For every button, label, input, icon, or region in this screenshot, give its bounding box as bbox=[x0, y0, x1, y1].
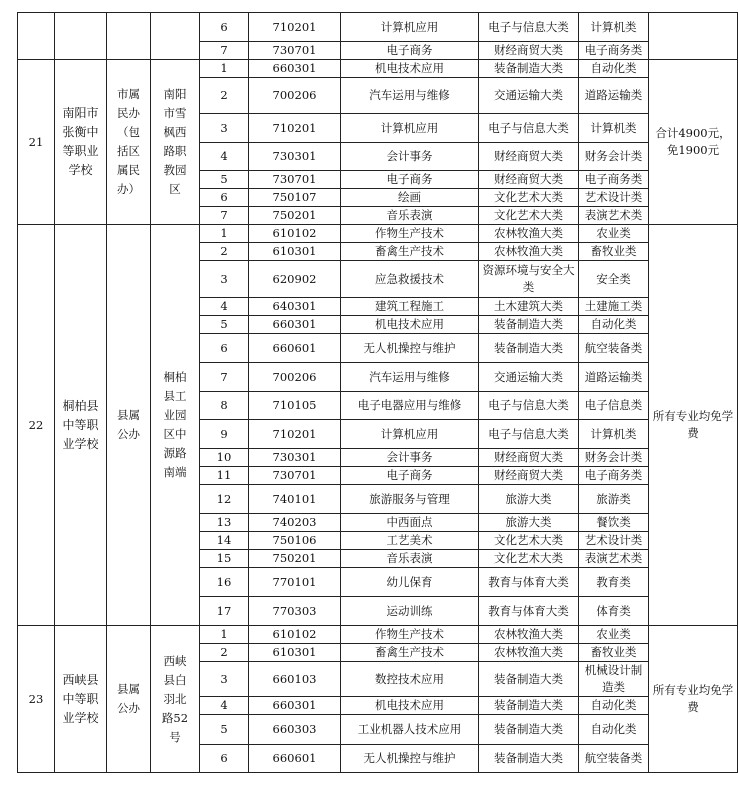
category-cell: 财经商贸大类 bbox=[479, 449, 579, 467]
category-cell: 文化艺术大类 bbox=[479, 550, 579, 568]
subcategory-cell: 电子商务类 bbox=[579, 42, 649, 60]
subcategory-cell: 农业类 bbox=[579, 225, 649, 243]
category-cell: 电子与信息大类 bbox=[479, 392, 579, 420]
subcategory-cell: 体育类 bbox=[579, 597, 649, 626]
major-code-cell: 750201 bbox=[249, 207, 341, 225]
major-code-cell: 710105 bbox=[249, 392, 341, 420]
fee-cell: 所有专业均免学费 bbox=[649, 626, 738, 773]
major-name-cell: 会计事务 bbox=[341, 449, 479, 467]
subcategory-cell: 表演艺术类 bbox=[579, 207, 649, 225]
major-name-cell: 运动训练 bbox=[341, 597, 479, 626]
category-cell: 交通运输大类 bbox=[479, 78, 579, 114]
major-name-cell: 机电技术应用 bbox=[341, 60, 479, 78]
major-name-cell: 会计事务 bbox=[341, 143, 479, 171]
subcategory-cell: 畜牧业类 bbox=[579, 644, 649, 662]
major-code-cell: 730701 bbox=[249, 171, 341, 189]
table-row bbox=[18, 60, 738, 78]
seq-cell: 1 bbox=[200, 626, 249, 644]
school-name-cell: 桐柏县中等职业学校 bbox=[55, 225, 107, 626]
subcategory-cell: 农业类 bbox=[579, 626, 649, 644]
major-code-cell: 750107 bbox=[249, 189, 341, 207]
seq-cell: 16 bbox=[200, 568, 249, 597]
category-cell: 装备制造大类 bbox=[479, 334, 579, 363]
major-code-cell: 740101 bbox=[249, 485, 341, 514]
category-cell: 农林牧渔大类 bbox=[479, 644, 579, 662]
major-name-cell: 音乐表演 bbox=[341, 207, 479, 225]
major-name-cell: 计算机应用 bbox=[341, 420, 479, 449]
category-cell: 财经商贸大类 bbox=[479, 171, 579, 189]
seq-cell: 11 bbox=[200, 467, 249, 485]
school-location-cell: 桐柏县工业园区中源路南端 bbox=[151, 225, 200, 626]
major-name-cell: 应急救援技术 bbox=[341, 261, 479, 298]
category-cell: 旅游大类 bbox=[479, 514, 579, 532]
seq-cell: 17 bbox=[200, 597, 249, 626]
seq-cell: 6 bbox=[200, 189, 249, 207]
major-code-cell: 700206 bbox=[249, 78, 341, 114]
category-cell: 文化艺术大类 bbox=[479, 189, 579, 207]
category-cell: 农林牧渔大类 bbox=[479, 243, 579, 261]
category-cell: 装备制造大类 bbox=[479, 316, 579, 334]
seq-cell: 15 bbox=[200, 550, 249, 568]
category-cell: 交通运输大类 bbox=[479, 363, 579, 392]
major-code-cell: 610102 bbox=[249, 225, 341, 243]
subcategory-cell: 计算机类 bbox=[579, 420, 649, 449]
major-code-cell: 730301 bbox=[249, 143, 341, 171]
major-code-cell: 640301 bbox=[249, 298, 341, 316]
seq-cell: 1 bbox=[200, 60, 249, 78]
subcategory-cell: 计算机类 bbox=[579, 114, 649, 143]
major-name-cell: 幼儿保育 bbox=[341, 568, 479, 597]
subcategory-cell: 自动化类 bbox=[579, 316, 649, 334]
school-no-cell: 22 bbox=[18, 225, 55, 626]
seq-cell: 14 bbox=[200, 532, 249, 550]
fee-cell: 所有专业均免学费 bbox=[649, 225, 738, 626]
major-code-cell: 700206 bbox=[249, 363, 341, 392]
major-code-cell: 660103 bbox=[249, 662, 341, 697]
subcategory-cell: 艺术设计类 bbox=[579, 532, 649, 550]
category-cell: 财经商贸大类 bbox=[479, 42, 579, 60]
subcategory-cell: 电子商务类 bbox=[579, 467, 649, 485]
major-name-cell: 绘画 bbox=[341, 189, 479, 207]
seq-cell: 10 bbox=[200, 449, 249, 467]
seq-cell: 7 bbox=[200, 42, 249, 60]
major-code-cell: 620902 bbox=[249, 261, 341, 298]
major-name-cell: 建筑工程施工 bbox=[341, 298, 479, 316]
seq-cell: 5 bbox=[200, 171, 249, 189]
school-no-cell bbox=[18, 13, 55, 60]
major-code-cell: 770101 bbox=[249, 568, 341, 597]
seq-cell: 2 bbox=[200, 78, 249, 114]
category-cell: 装备制造大类 bbox=[479, 715, 579, 745]
seq-cell: 5 bbox=[200, 316, 249, 334]
major-name-cell: 畜禽生产技术 bbox=[341, 644, 479, 662]
subcategory-cell: 财务会计类 bbox=[579, 449, 649, 467]
subcategory-cell: 道路运输类 bbox=[579, 78, 649, 114]
major-name-cell: 作物生产技术 bbox=[341, 626, 479, 644]
seq-cell: 13 bbox=[200, 514, 249, 532]
table-body bbox=[18, 13, 738, 773]
category-cell: 教育与体育大类 bbox=[479, 597, 579, 626]
seq-cell: 5 bbox=[200, 715, 249, 745]
school-type-cell: 县属公办 bbox=[107, 225, 151, 626]
seq-cell: 7 bbox=[200, 207, 249, 225]
category-cell: 电子与信息大类 bbox=[479, 114, 579, 143]
school-name-cell: 南阳市张衡中等职业学校 bbox=[55, 60, 107, 225]
school-location-cell: 南阳市雪枫西路职教园区 bbox=[151, 60, 200, 225]
major-name-cell: 计算机应用 bbox=[341, 114, 479, 143]
category-cell: 农林牧渔大类 bbox=[479, 626, 579, 644]
major-name-cell: 音乐表演 bbox=[341, 550, 479, 568]
category-cell: 农林牧渔大类 bbox=[479, 225, 579, 243]
school-type-cell bbox=[107, 13, 151, 60]
category-cell: 资源环境与安全大类 bbox=[479, 261, 579, 298]
subcategory-cell: 表演艺术类 bbox=[579, 550, 649, 568]
major-code-cell: 610301 bbox=[249, 243, 341, 261]
major-name-cell: 电子商务 bbox=[341, 171, 479, 189]
seq-cell: 4 bbox=[200, 298, 249, 316]
school-no-cell: 21 bbox=[18, 60, 55, 225]
category-cell: 财经商贸大类 bbox=[479, 143, 579, 171]
major-code-cell: 610301 bbox=[249, 644, 341, 662]
school-location-cell bbox=[151, 13, 200, 60]
subcategory-cell: 道路运输类 bbox=[579, 363, 649, 392]
major-name-cell: 中西面点 bbox=[341, 514, 479, 532]
major-code-cell: 710201 bbox=[249, 114, 341, 143]
category-cell: 旅游大类 bbox=[479, 485, 579, 514]
school-name-cell: 西峡县中等职业学校 bbox=[55, 626, 107, 773]
major-code-cell: 610102 bbox=[249, 626, 341, 644]
seq-cell: 12 bbox=[200, 485, 249, 514]
subcategory-cell: 机械设计制造类 bbox=[579, 662, 649, 697]
seq-cell: 6 bbox=[200, 13, 249, 42]
major-code-cell: 660601 bbox=[249, 334, 341, 363]
major-code-cell: 740203 bbox=[249, 514, 341, 532]
category-cell: 教育与体育大类 bbox=[479, 568, 579, 597]
category-cell: 文化艺术大类 bbox=[479, 532, 579, 550]
major-name-cell: 作物生产技术 bbox=[341, 225, 479, 243]
major-name-cell: 电子电器应用与维修 bbox=[341, 392, 479, 420]
major-name-cell: 无人机操控与维护 bbox=[341, 334, 479, 363]
seq-cell: 3 bbox=[200, 261, 249, 298]
major-code-cell: 710201 bbox=[249, 420, 341, 449]
subcategory-cell: 餐饮类 bbox=[579, 514, 649, 532]
seq-cell: 6 bbox=[200, 745, 249, 773]
seq-cell: 3 bbox=[200, 114, 249, 143]
subcategory-cell: 艺术设计类 bbox=[579, 189, 649, 207]
category-cell: 装备制造大类 bbox=[479, 662, 579, 697]
category-cell: 装备制造大类 bbox=[479, 697, 579, 715]
seq-cell: 9 bbox=[200, 420, 249, 449]
major-name-cell: 计算机应用 bbox=[341, 13, 479, 42]
category-cell: 装备制造大类 bbox=[479, 745, 579, 773]
major-name-cell: 畜禽生产技术 bbox=[341, 243, 479, 261]
major-name-cell: 工业机器人技术应用 bbox=[341, 715, 479, 745]
major-name-cell: 工艺美术 bbox=[341, 532, 479, 550]
category-cell: 装备制造大类 bbox=[479, 60, 579, 78]
category-cell: 文化艺术大类 bbox=[479, 207, 579, 225]
major-code-cell: 730701 bbox=[249, 467, 341, 485]
major-name-cell: 汽车运用与维修 bbox=[341, 78, 479, 114]
category-cell: 财经商贸大类 bbox=[479, 467, 579, 485]
school-location-cell: 西峡县白羽北路52号 bbox=[151, 626, 200, 773]
major-code-cell: 660301 bbox=[249, 60, 341, 78]
seq-cell: 2 bbox=[200, 243, 249, 261]
seq-cell: 6 bbox=[200, 334, 249, 363]
subcategory-cell: 计算机类 bbox=[579, 13, 649, 42]
subcategory-cell: 航空装备类 bbox=[579, 334, 649, 363]
subcategory-cell: 安全类 bbox=[579, 261, 649, 298]
major-name-cell: 数控技术应用 bbox=[341, 662, 479, 697]
seq-cell: 7 bbox=[200, 363, 249, 392]
subcategory-cell: 电子商务类 bbox=[579, 171, 649, 189]
seq-cell: 3 bbox=[200, 662, 249, 697]
subcategory-cell: 自动化类 bbox=[579, 715, 649, 745]
fee-cell: 合计4900元，免1900元 bbox=[649, 60, 738, 225]
school-type-cell: 县属公办 bbox=[107, 626, 151, 773]
table-row bbox=[18, 225, 738, 243]
category-cell: 土木建筑大类 bbox=[479, 298, 579, 316]
subcategory-cell: 电子信息类 bbox=[579, 392, 649, 420]
category-cell: 电子与信息大类 bbox=[479, 13, 579, 42]
major-code-cell: 750106 bbox=[249, 532, 341, 550]
subcategory-cell: 旅游类 bbox=[579, 485, 649, 514]
major-code-cell: 660301 bbox=[249, 316, 341, 334]
subcategory-cell: 土建施工类 bbox=[579, 298, 649, 316]
seq-cell: 8 bbox=[200, 392, 249, 420]
major-code-cell: 730701 bbox=[249, 42, 341, 60]
fee-cell bbox=[649, 13, 738, 60]
seq-cell: 2 bbox=[200, 644, 249, 662]
major-name-cell: 汽车运用与维修 bbox=[341, 363, 479, 392]
major-code-cell: 770303 bbox=[249, 597, 341, 626]
major-name-cell: 机电技术应用 bbox=[341, 697, 479, 715]
major-code-cell: 710201 bbox=[249, 13, 341, 42]
major-name-cell: 旅游服务与管理 bbox=[341, 485, 479, 514]
subcategory-cell: 教育类 bbox=[579, 568, 649, 597]
major-name-cell: 电子商务 bbox=[341, 42, 479, 60]
subcategory-cell: 畜牧业类 bbox=[579, 243, 649, 261]
seq-cell: 1 bbox=[200, 225, 249, 243]
major-code-cell: 660303 bbox=[249, 715, 341, 745]
seq-cell: 4 bbox=[200, 697, 249, 715]
table-row bbox=[18, 626, 738, 644]
subcategory-cell: 财务会计类 bbox=[579, 143, 649, 171]
category-cell: 电子与信息大类 bbox=[479, 420, 579, 449]
school-no-cell: 23 bbox=[18, 626, 55, 773]
table-row bbox=[18, 13, 738, 42]
subcategory-cell: 自动化类 bbox=[579, 697, 649, 715]
major-code-cell: 660301 bbox=[249, 697, 341, 715]
major-code-cell: 750201 bbox=[249, 550, 341, 568]
subcategory-cell: 自动化类 bbox=[579, 60, 649, 78]
seq-cell: 4 bbox=[200, 143, 249, 171]
major-name-cell: 机电技术应用 bbox=[341, 316, 479, 334]
school-name-cell bbox=[55, 13, 107, 60]
major-name-cell: 无人机操控与维护 bbox=[341, 745, 479, 773]
major-code-cell: 730301 bbox=[249, 449, 341, 467]
major-code-cell: 660601 bbox=[249, 745, 341, 773]
major-name-cell: 电子商务 bbox=[341, 467, 479, 485]
subcategory-cell: 航空装备类 bbox=[579, 745, 649, 773]
school-type-cell: 市属民办（包括区属民办） bbox=[107, 60, 151, 225]
school-majors-table bbox=[17, 12, 738, 773]
